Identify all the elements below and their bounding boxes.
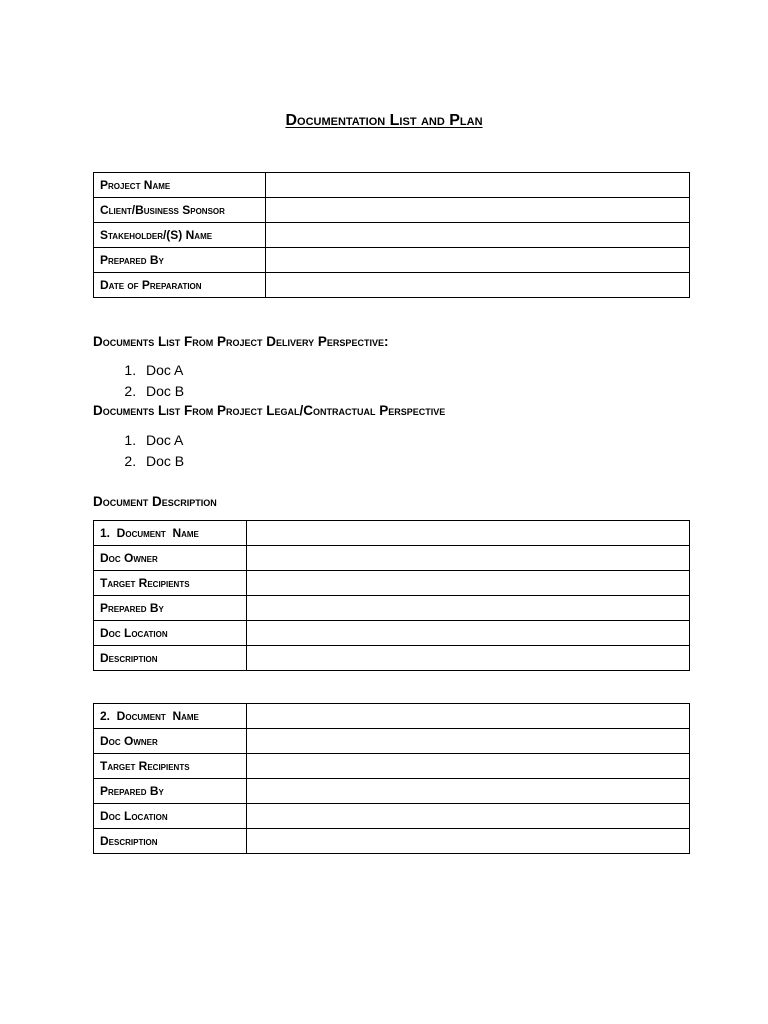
project-name-label: Project Name	[94, 173, 266, 198]
table-row	[94, 223, 690, 248]
document-description-heading: Document Description	[93, 494, 217, 509]
document-2-table	[93, 703, 690, 854]
list-item: 1. Doc A	[140, 430, 184, 451]
document-1-table	[93, 520, 690, 671]
prepared-by-label: Prepared By	[94, 596, 247, 621]
client-sponsor-field[interactable]	[266, 198, 690, 223]
table-row	[94, 521, 690, 546]
table-row	[94, 754, 690, 779]
table-row	[94, 729, 690, 754]
project-name-field[interactable]	[266, 173, 690, 198]
document-title: Documentation List and Plan	[285, 112, 483, 129]
prepared-by-field[interactable]	[247, 779, 690, 804]
prepared-by-field[interactable]	[266, 248, 690, 273]
table-row	[94, 546, 690, 571]
list-item: 2. Doc B	[140, 381, 184, 402]
project-info-table	[93, 172, 690, 298]
target-recipients-field[interactable]	[247, 571, 690, 596]
table-row	[94, 273, 690, 298]
doc-owner-field[interactable]	[247, 729, 690, 754]
list-item: 1. Doc A	[140, 360, 184, 381]
prepared-by-label: Prepared By	[94, 779, 247, 804]
table-row	[94, 804, 690, 829]
description-label: Description	[94, 646, 247, 671]
doc-location-field[interactable]	[247, 621, 690, 646]
table-row	[94, 829, 690, 854]
list-item: 2. Doc B	[140, 451, 184, 472]
delivery-doc-list	[93, 360, 184, 401]
table-row	[94, 596, 690, 621]
document-name-field[interactable]	[247, 704, 690, 729]
document-name-label: 1. Document Name	[94, 521, 247, 546]
doc-location-label: Doc Location	[94, 621, 247, 646]
description-field[interactable]	[247, 646, 690, 671]
target-recipients-field[interactable]	[247, 754, 690, 779]
doc-owner-field[interactable]	[247, 546, 690, 571]
doc-location-label: Doc Location	[94, 804, 247, 829]
target-recipients-label: Target Recipients	[94, 754, 247, 779]
table-row	[94, 571, 690, 596]
table-row	[94, 198, 690, 223]
description-label: Description	[94, 829, 247, 854]
table-row	[94, 779, 690, 804]
table-row	[94, 173, 690, 198]
table-row	[94, 248, 690, 273]
legal-list-heading: Documents List From Project Legal/Contractual Perspective	[93, 403, 446, 418]
doc-owner-label: Doc Owner	[94, 546, 247, 571]
prepared-by-field[interactable]	[247, 596, 690, 621]
doc-location-field[interactable]	[247, 804, 690, 829]
table-row	[94, 621, 690, 646]
description-field[interactable]	[247, 829, 690, 854]
table-row	[94, 704, 690, 729]
client-sponsor-label: Client/Business Sponsor	[94, 198, 266, 223]
document-name-field[interactable]	[247, 521, 690, 546]
stakeholder-name-field[interactable]	[266, 223, 690, 248]
prepared-by-label: Prepared By	[94, 248, 266, 273]
target-recipients-label: Target Recipients	[94, 571, 247, 596]
document-name-label: 2. Document Name	[94, 704, 247, 729]
legal-doc-list	[93, 430, 184, 471]
table-row	[94, 646, 690, 671]
date-of-preparation-field[interactable]	[266, 273, 690, 298]
stakeholder-name-label: Stakeholder/(S) Name	[94, 223, 266, 248]
doc-owner-label: Doc Owner	[94, 729, 247, 754]
delivery-list-heading: Documents List From Project Delivery Perspective:	[93, 334, 389, 349]
date-of-preparation-label: Date of Preparation	[94, 273, 266, 298]
